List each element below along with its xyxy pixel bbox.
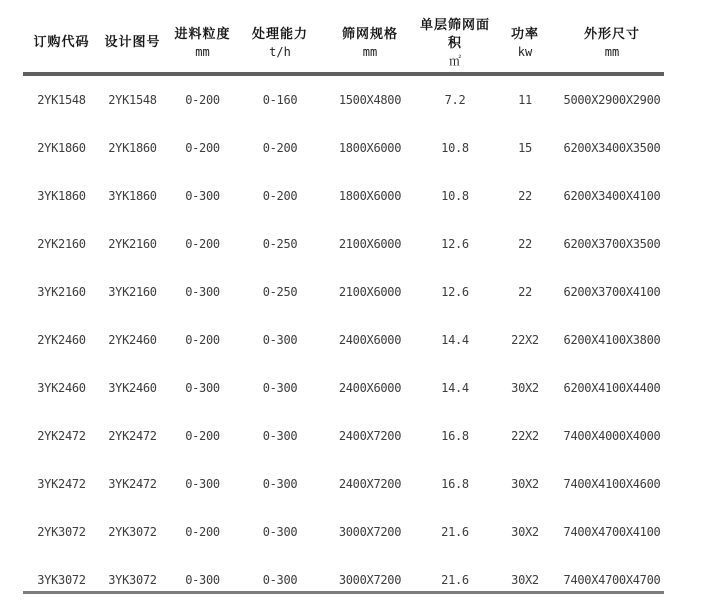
table-cell: 6200X3700X3500 [563, 237, 661, 251]
table-cell: 5000X2900X2900 [563, 93, 661, 107]
header-cell [240, 8, 320, 72]
table-cell: 3YK1860 [108, 189, 157, 203]
header-unit: ㎡ [448, 54, 461, 68]
header-unit: mm [604, 45, 620, 59]
header-label: 进料粒度 [174, 27, 231, 42]
table-cell: 30X2 [511, 525, 539, 539]
table-cell: 22X2 [511, 429, 539, 443]
table-cell: 6200X3700X4100 [563, 285, 661, 299]
table-cell: 30X2 [511, 573, 539, 587]
table-cell: 3YK2472 [108, 477, 157, 491]
table-cell: 0-200 [185, 429, 220, 443]
table-cell: 7400X4100X4600 [563, 477, 661, 491]
table-cell: 0-250 [262, 237, 298, 251]
table-cell: 0-300 [262, 525, 298, 539]
table-cell: 0-300 [185, 381, 220, 395]
table-cell: 2YK2460 [108, 333, 157, 347]
table-cell: 2YK1548 [37, 93, 86, 107]
table-cell: 0-300 [185, 285, 220, 299]
table-cell: 2YK2160 [37, 237, 86, 251]
table-cell: 0-160 [262, 93, 298, 107]
table-cell: 2100X6000 [338, 237, 402, 251]
table-cell: 3000X7200 [338, 525, 402, 539]
header-unit: kw [517, 45, 533, 59]
table-cell: 2YK1860 [37, 141, 86, 155]
table-row [23, 124, 664, 172]
table-cell: 30X2 [511, 477, 539, 491]
table-row [23, 460, 664, 508]
table-cell: 14.4 [441, 333, 469, 347]
header-label: 设计图号 [104, 35, 161, 50]
table-cell: 15 [518, 141, 532, 155]
table-cell: 2YK3072 [37, 525, 86, 539]
table-row [23, 316, 664, 364]
table-cell: 7400X4700X4700 [563, 573, 661, 587]
table-cell: 10.8 [441, 189, 469, 203]
table-cell: 6200X3400X4100 [563, 189, 661, 203]
table-cell: 22 [518, 189, 532, 203]
table-cell: 21.6 [441, 525, 469, 539]
table-cell: 0-300 [262, 429, 298, 443]
table-cell: 0-200 [185, 333, 220, 347]
header-label: 筛网规格 [341, 27, 398, 42]
table-cell: 21.6 [441, 573, 469, 587]
header-cell [420, 8, 490, 72]
header-label: 处理能力 [251, 27, 308, 42]
table-row [23, 220, 664, 268]
table-row [23, 556, 664, 604]
spec-table [23, 8, 664, 604]
table-cell: 0-300 [262, 333, 298, 347]
header-unit: mm [362, 45, 378, 59]
table-cell: 14.4 [441, 381, 469, 395]
table-cell: 0-300 [262, 573, 298, 587]
table-cell: 2YK2472 [108, 429, 157, 443]
table-cell: 2YK1860 [108, 141, 157, 155]
table-cell: 22X2 [511, 333, 539, 347]
table-cell: 0-250 [262, 285, 298, 299]
table-cell: 7.2 [444, 93, 466, 107]
header-cell [490, 8, 560, 72]
table-row [23, 364, 664, 412]
table-cell: 2400X6000 [338, 333, 402, 347]
table-body [23, 76, 664, 604]
table-cell: 3YK2472 [37, 477, 86, 491]
table-row [23, 268, 664, 316]
table-cell: 3YK2460 [37, 381, 86, 395]
header-label: 功率 [510, 27, 539, 42]
header-cell [165, 8, 240, 72]
table-header-row [23, 8, 664, 72]
header-unit: t/h [269, 45, 291, 59]
table-cell: 3YK1860 [37, 189, 86, 203]
table-cell: 2YK2460 [37, 333, 86, 347]
table-cell: 16.8 [441, 477, 469, 491]
table-cell: 0-200 [185, 141, 220, 155]
table-cell: 7400X4000X4000 [563, 429, 661, 443]
table-cell: 2YK3072 [108, 525, 157, 539]
table-cell: 0-300 [185, 573, 220, 587]
header-label: 单层筛网面 [420, 18, 491, 33]
table-row [23, 76, 664, 124]
header-label: 外形尺寸 [583, 27, 640, 42]
table-cell: 2YK1548 [108, 93, 157, 107]
header-label: 积 [447, 36, 462, 51]
table-cell: 10.8 [441, 141, 469, 155]
table-cell: 0-200 [262, 141, 298, 155]
header-cell [100, 8, 165, 72]
header-unit: mm [195, 45, 210, 59]
table-cell: 3YK3072 [108, 573, 157, 587]
table-cell: 3YK2160 [37, 285, 86, 299]
table-bottom-divider [23, 591, 664, 594]
table-cell: 3YK2160 [108, 285, 157, 299]
table-cell: 3YK3072 [37, 573, 86, 587]
table-cell: 2400X7200 [338, 429, 402, 443]
table-cell: 2400X6000 [338, 381, 402, 395]
table-cell: 30X2 [511, 381, 539, 395]
table-cell: 12.6 [441, 285, 469, 299]
table-cell: 12.6 [441, 237, 469, 251]
table-cell: 7400X4700X4100 [563, 525, 661, 539]
table-cell: 2YK2472 [37, 429, 86, 443]
table-cell: 1800X6000 [338, 189, 402, 203]
table-cell: 1500X4800 [338, 93, 402, 107]
table-cell: 1800X6000 [338, 141, 402, 155]
table-cell: 6200X4100X3800 [563, 333, 661, 347]
table-row [23, 508, 664, 556]
table-cell: 0-200 [262, 189, 298, 203]
table-cell: 6200X3400X3500 [563, 141, 661, 155]
header-cell [320, 8, 420, 72]
table-row [23, 412, 664, 460]
table-cell: 22 [518, 237, 532, 251]
table-cell: 0-200 [185, 525, 220, 539]
table-cell: 2400X7200 [338, 477, 402, 491]
table-cell: 6200X4100X4400 [563, 381, 661, 395]
table-row [23, 172, 664, 220]
table-cell: 3YK2460 [108, 381, 157, 395]
table-cell: 0-300 [262, 381, 298, 395]
table-cell: 16.8 [441, 429, 469, 443]
table-cell: 11 [518, 93, 532, 107]
header-cell [560, 8, 664, 72]
table-cell: 0-300 [262, 477, 298, 491]
table-cell: 0-200 [185, 237, 220, 251]
table-cell: 0-300 [185, 189, 220, 203]
table-cell: 0-300 [185, 477, 220, 491]
header-label: 订购代码 [33, 35, 90, 50]
table-cell: 3000X7200 [338, 573, 402, 587]
table-cell: 2100X6000 [338, 285, 402, 299]
table-cell: 0-200 [185, 93, 220, 107]
header-cell [23, 8, 100, 72]
table-cell: 2YK2160 [108, 237, 157, 251]
table-cell: 22 [518, 285, 532, 299]
